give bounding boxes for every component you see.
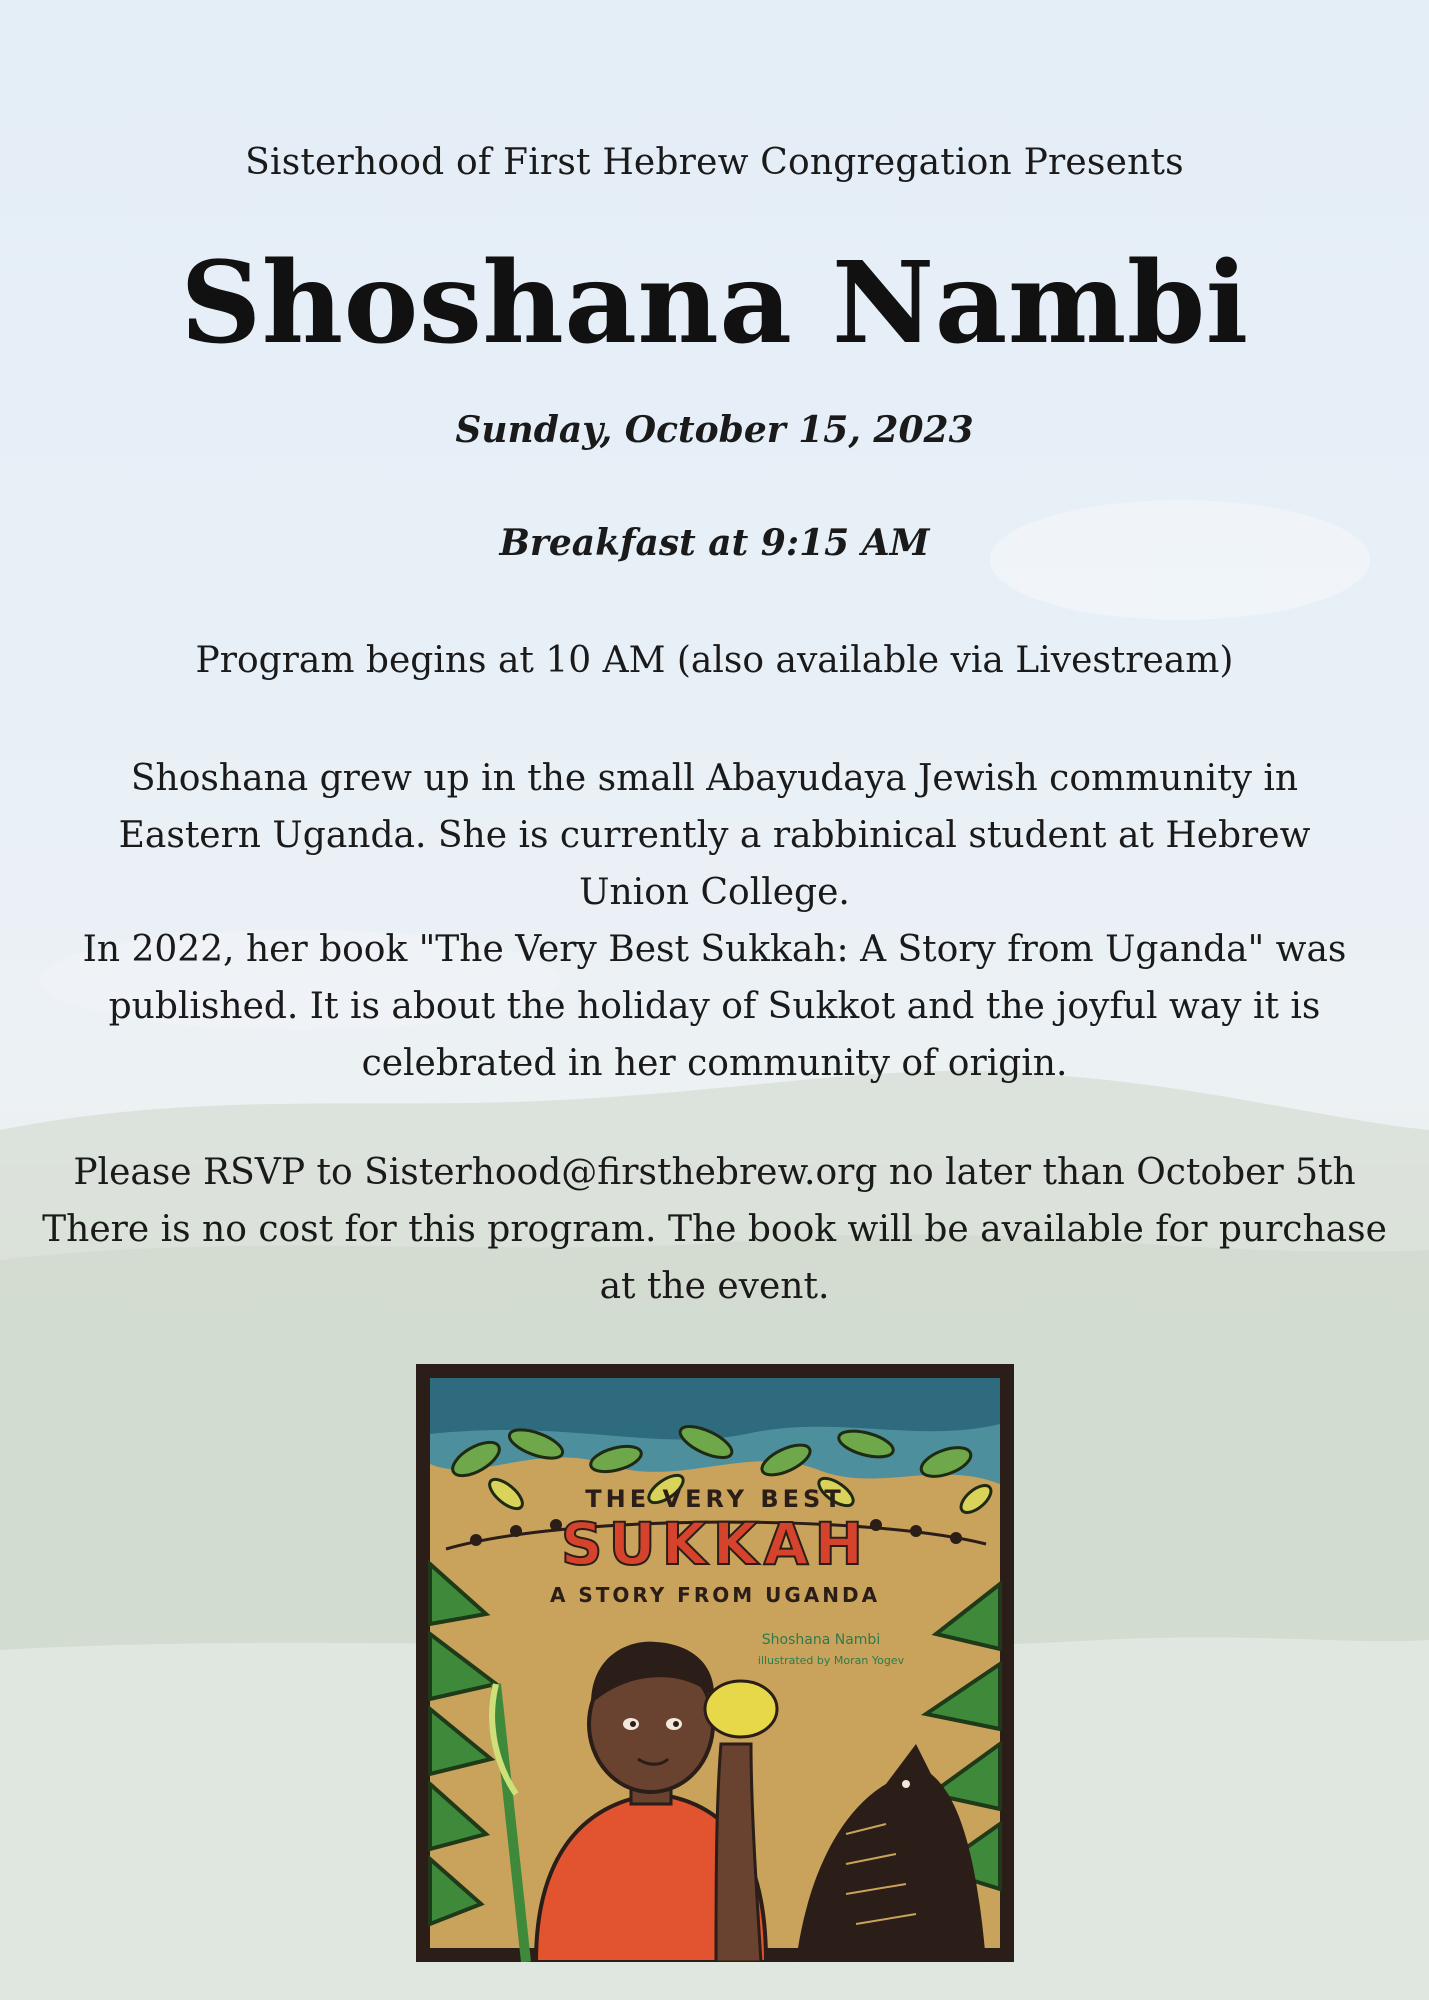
speaker-name: Shoshana Nambi: [180, 238, 1249, 369]
bio-paragraph: In 2022, her book "The Very Best Sukkah: A Story from Uganda" was published. It is about the holiday of Sukkot and the joyful way it is celebrated in her community of origin.: [82, 929, 1347, 1084]
book-subtitle: A STORY FROM UGANDA: [549, 1583, 881, 1607]
book-author: Shoshana Nambi: [761, 1632, 881, 1648]
book-cover-image: [416, 1364, 1014, 1962]
rsvp-info: [40, 1144, 1389, 1315]
cost-note: There is no cost for this program. The book will be available for purchase at the event.: [42, 1209, 1387, 1307]
book-illustrator: illustrated by Moran Yogev: [757, 1654, 905, 1667]
rsvp-line: Please RSVP to Sisterhood@firsthebrew.org no later than October 5th: [73, 1152, 1356, 1193]
speaker-bio: [70, 750, 1359, 1092]
breakfast-time: Breakfast at 9:15 AM: [499, 522, 930, 564]
bio-paragraph: Shoshana grew up in the small Abayudaya Jewish community in Eastern Uganda. She is currently a rabbinical student at Hebrew Union College.: [118, 758, 1311, 913]
program-time: Program begins at 10 AM (also available via Livestream): [195, 640, 1234, 681]
book-top-line: THE VERY BEST: [585, 1485, 845, 1513]
event-date: Sunday, October 15, 2023: [455, 409, 974, 451]
presenter-line: Sisterhood of First Hebrew Congregation Presents: [245, 142, 1184, 183]
book-title: SUKKAH: [560, 1510, 870, 1578]
